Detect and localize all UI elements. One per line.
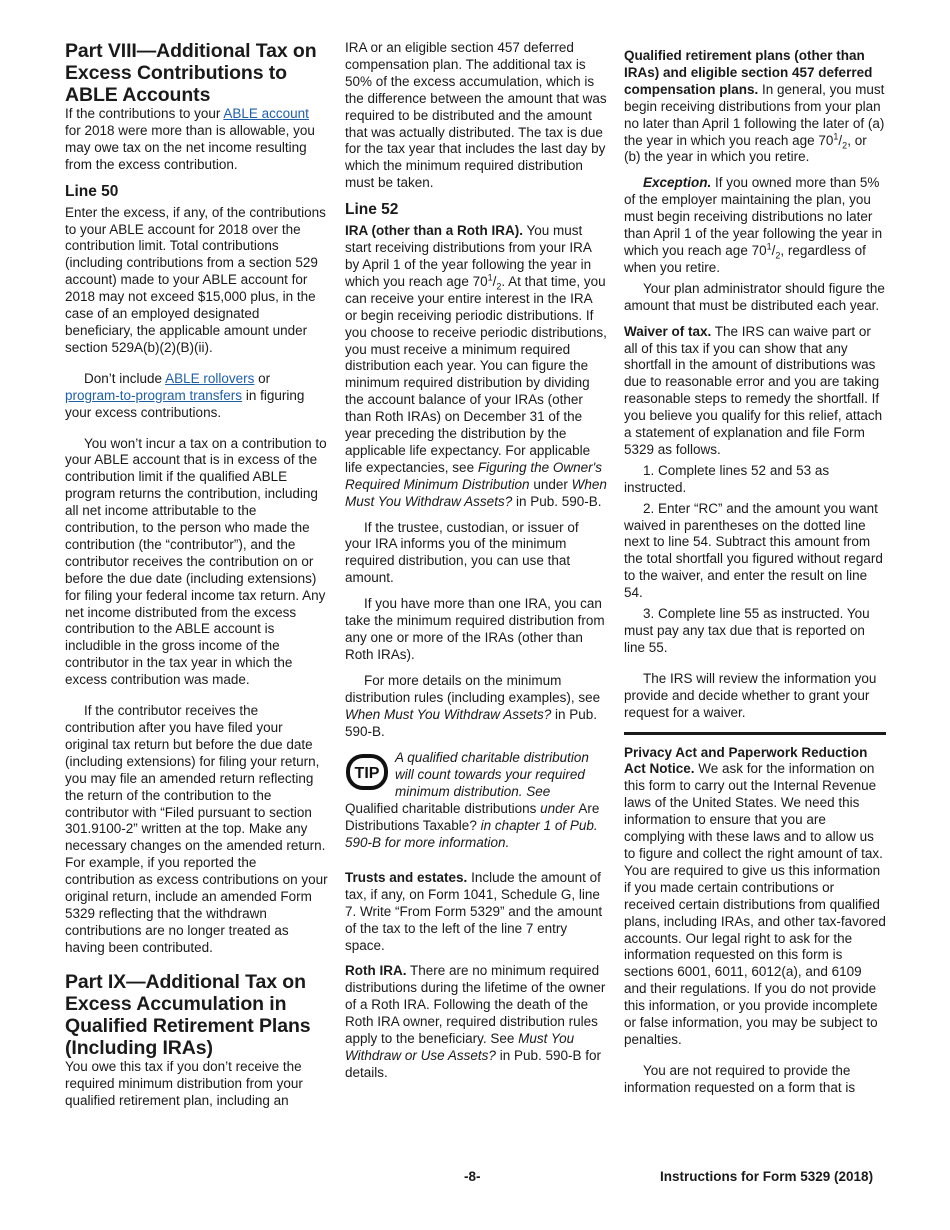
trusts-estates-paragraph: Trusts and estates. Include the amount of tax, if any, on Form 1041, Schedule G, line 7. Write “From Form 5329” and the amount of the tax to the left of the line 7 entry space.	[345, 869, 603, 953]
column-right	[624, 40, 886, 1097]
roth-ira-paragraph: Roth IRA. There are no minimum required distributions during the lifetime of the owner of a Roth IRA. Following the death of the Roth IRA owner, required distribution rules apply to the beneficiary. See Must You Withdraw or Use Assets? in Pub. 590-B for details.	[345, 963, 606, 1080]
plan-administrator-paragraph: Your plan administrator should figure the amount that must be distributed each year.	[624, 280, 885, 313]
part-ix-heading: Part IX—Additional Tax on Excess Accumulation in Qualified Retirement Plans (Including IRAs)	[65, 970, 311, 1059]
more-details-paragraph: For more details on the minimum distribution rules (including examples), see When Must You Withdraw Assets? in Pub. 590-B.	[345, 672, 601, 739]
line-50-paragraph: Enter the excess, if any, of the contributions to your ABLE account for 2018 over the contribution limit. Total contributions (including contributions from a section 529 account) made to your ABLE account for 2018 may not exceed $15,000 plus, in the case of an employed designated beneficiary, the applicable amount under section 529A(b)(2)(B)(ii).	[65, 204, 326, 355]
tip-label: TIP	[354, 765, 380, 783]
column-middle	[345, 40, 607, 1082]
privacy-paragraph: Privacy Act and Paperwork Reduction Act Notice. We ask for the information on this form to carry out the Internal Revenue laws of the United States. We need this information to ensure that you are complying with these laws and to allow us to figure and collect the right amount of tax. You are required to give us this information if you made certain contributions or received certain distributions from qualified plans, including IRAs, and other tax-favored accounts. Our legal right to ask for the information requested on this form is sections 6001, 6011, 6012(a), and 6109 and their regulations. If you do not provide this information, or you provide incomplete or false information, you may be subject to penalties.	[624, 744, 886, 1047]
part-ix-intro: You owe this tax if you don’t receive the required minimum distribution from your qualified retirement plan, including an	[65, 1058, 303, 1108]
able-rollovers-link[interactable]: ABLE rollovers	[165, 370, 255, 386]
irs-review-paragraph: The IRS will review the information you provide and decide whether to grant your request for a waiver.	[624, 670, 877, 720]
no-tax-paragraph: You won’t incur a tax on a contribution to your ABLE account that is in excess of the contribution limit if the qualified ABLE program returns the contribution, including all net income attributable to the contribution, to the person who made the contribution (the “contributor”), and the contributor receives the contribution on or before the due date (including extensions) for filing your federal income tax return. Any net income distributed from the excess contribution to the ABLE account is includible in the gross income of the contributor in the tax year in which the excess contribution was made.	[65, 435, 327, 688]
line-50-heading: Line 50	[65, 182, 119, 200]
amended-return-paragraph: If the contributor receives the contribution after you have filed your original tax return but before the due date (including extensions) for filing your return, you may file an amended return reflecting the return of the contribution to the contributor with “Filed pursuant to section 301.9100-2” written at the top. Make any necessary changes on the amended return. For example, if you reported the contribution as excess contributions on your original return, include an amended Form 5329 reflecting that the withdrawn contributions are no longer treated as having been contributed.	[65, 703, 328, 955]
line-52-heading: Line 52	[345, 201, 399, 219]
last-paragraph: You are not required to provide the information requested on a form that is	[624, 1062, 856, 1095]
trustee-paragraph: If the trustee, custodian, or issuer of your IRA informs you of the minimum required distribution, you can use that amount.	[345, 519, 579, 586]
page-number: -8-	[464, 1169, 481, 1184]
step-2: 2. Enter “RC” and the amount you want waived in parentheses on the dotted line next to line 54. Subtract this amount from the total shortfall you figured without regard to the waiver, and enter the result on line 54.	[624, 500, 883, 601]
tip-icon	[345, 752, 389, 792]
program-transfers-link[interactable]: program-to-program transfers	[65, 387, 243, 403]
section-divider	[624, 732, 886, 735]
part-viii-heading: Part VIII—Additional Tax on Excess Contributions to ABLE Accounts	[65, 40, 317, 106]
ira-paragraph: IRA (other than a Roth IRA). You must start receiving distributions from your IRA by April 1 of the year following the year in which you reach age $70^1/_2$. At that time, you can receive your entire interest in the IRA or begin receiving periodic distributions. If you choose to receive periodic distributions, you must receive a minimum required distribution each year. You can figure the minimum required distribution by dividing the account balance of your IRAs (other than Roth IRAs) on December 31 of the year preceding the distribution by the applicable life expectancy. For applicable life expectancies, see Figuring the Owner's Required Minimum Distribution under When Must You Withdraw Assets? in Pub. 590-B.	[345, 223, 607, 509]
excess-accumulation-paragraph: IRA or an eligible section 457 deferred compensation plan. The additional tax is 50% of the excess accumulation, which is the difference between the amount that was required to be distributed and the amount that was actually distributed. The tax is due for the tax year that includes the last day by which the minimum required distribution must be taken.	[345, 40, 607, 191]
tip-box	[345, 750, 607, 851]
footer-title: Instructions for Form 5329 (2018)	[660, 1169, 874, 1184]
qualified-plans-paragraph: Qualified retirement plans (other than IRAs) and eligible section 457 deferred compensation plans. In general, you must begin receiving distributions from your plan no later than April 1 following the later of (a) the year in which you reach age $70^1/_2$, or (b) the year in which you retire.	[624, 48, 885, 165]
step-1: 1. Complete lines 52 and 53 as instructed.	[624, 462, 830, 495]
tip-text: A qualified charitable distribution will count towards your required minimum distribution. See Qualified charitable distributions under Are Distributions Taxable? in chapter 1 of Pub. 590-B for more information.	[345, 750, 600, 850]
exception-paragraph: Exception. If you owned more than 5% of the employer maintaining the plan, you must begin receiving distributions no later than April 1 of the year following the year in which you reach age $70^1/_2$, regardless of when you retire.	[624, 175, 883, 275]
able-rollovers-paragraph: Don’t include ABLE rollovers or program-to-program transfers in figuring your excess contributions.	[65, 370, 305, 420]
column-left	[65, 40, 328, 1109]
able-account-link[interactable]: ABLE account	[223, 106, 309, 121]
waiver-paragraph: Waiver of tax. The IRS can waive part or all of this tax if you can show that any shortfall in the amount of distributions was due to reasonable error and you are taking reasonable steps to remedy the shortfall. If you believe you qualify for this relief, attach a statement of explanation and file Form 5329 as follows.	[624, 323, 883, 457]
multiple-ira-paragraph: If you have more than one IRA, you can take the minimum required distribution from any one or more of the IRAs (other than Roth IRAs).	[345, 596, 605, 662]
part-viii-intro: If the contributions to your ABLE account for 2018 were more than is allowable, you may owe tax on the net income resulting from the excess contribution.	[65, 106, 315, 172]
step-3: 3. Complete line 55 as instructed. You must pay any tax due that is reported on line 55.	[624, 606, 870, 655]
